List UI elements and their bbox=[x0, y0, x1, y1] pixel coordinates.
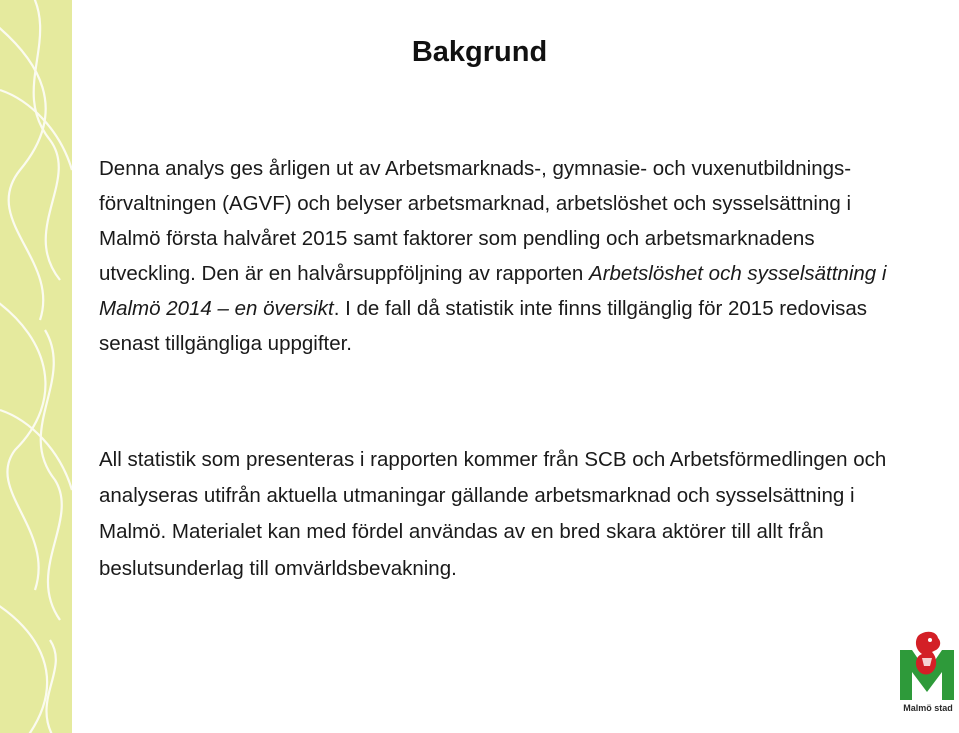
decorative-side-band bbox=[0, 0, 72, 733]
malmo-stad-logo-icon bbox=[896, 628, 958, 728]
background-paragraph-1 bbox=[99, 151, 899, 361]
background-paragraph-2: All statistik som presenteras i rapporten kommer från SCB och Arbetsförmedlingen och analyseras utifrån aktuella utmaningar gällande arbetsmarknad och sysselsättning i Malmö. Materialet kan med fördel användas av en bred skara aktörer till allt från beslutsunderlag till omvärldsbevakning. bbox=[99, 448, 887, 580]
swirl-pattern-icon bbox=[0, 0, 72, 733]
report-title-reference: Arbetslöshet och sysselsättning i Malmö 2014 – en översikt bbox=[99, 262, 887, 320]
paragraph-1-text-end: . I de fall då statistik inte finns tillgänglig för 2015 redovisas senast tillgängliga uppgifter. bbox=[99, 297, 868, 355]
page-title: Bakgrund bbox=[411, 36, 548, 68]
paragraph-1-text: Denna analys ges årligen ut av Arbetsmarknads-, gymnasie- och vuxenutbildnings-förvaltningen (AGVF) och belyser arbetsmarknad, arbetslöshet och sysselsättning i Malmö första halvåret 2015 samt faktorer som pendling och arbetsmarknadens utveckling. Den är en halvårsuppföljning av rapporten bbox=[99, 157, 852, 285]
logo-text: Malmö stad bbox=[903, 703, 953, 713]
